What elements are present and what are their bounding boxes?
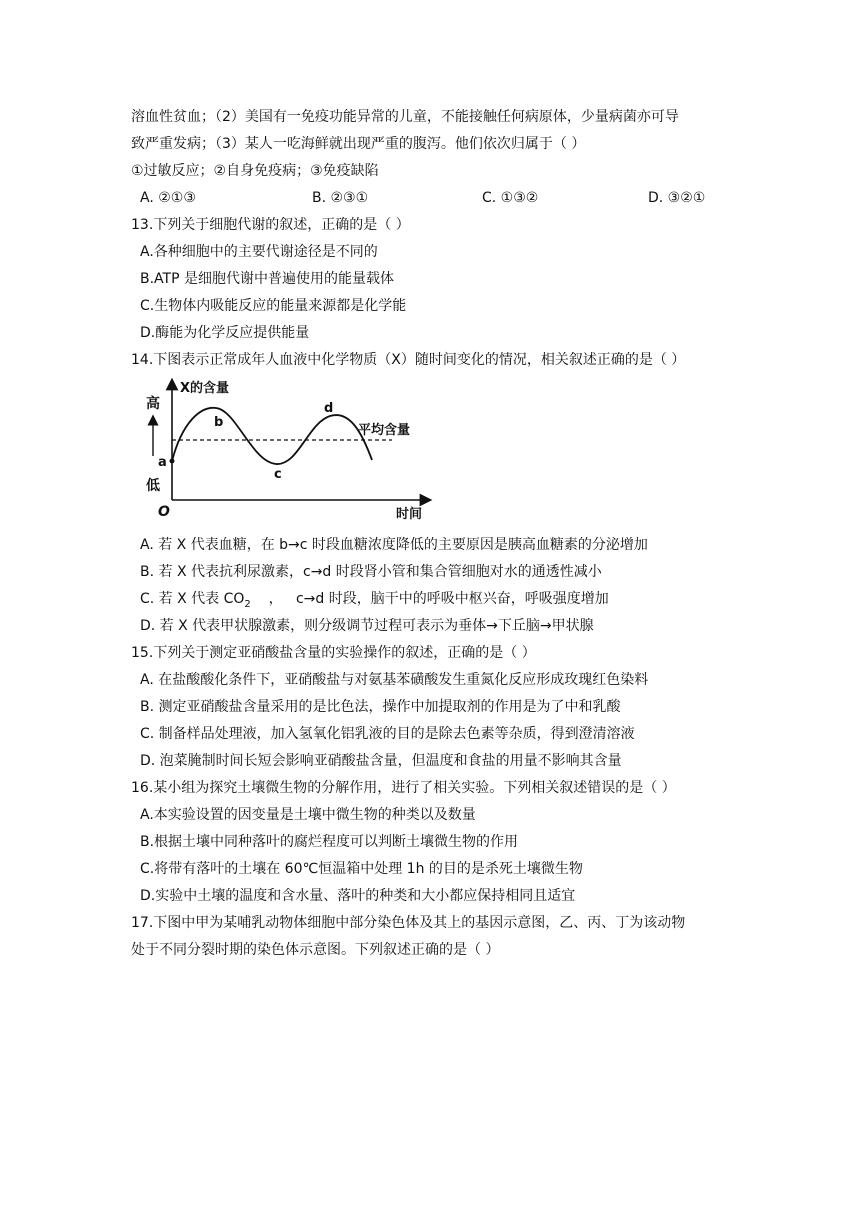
q14-option-b[interactable]: B. 若 X 代表抗利尿激素，c→d 时段肾小管和集合管细胞对水的通透性减小 (140, 564, 602, 580)
q14-option-c-post: ， c→d 时段，脑干中的呼吸中枢兴奋，呼吸强度增加 (250, 591, 609, 607)
q13-stem: 13.下列关于细胞代谢的叙述，正确的是（ ） (131, 217, 410, 233)
q17-text-line-1: 17.下图中甲为某哺乳动物体细胞中部分染色体及其上的基因示意图，乙、丙、丁为该动物 (131, 915, 686, 931)
q15-option-b[interactable]: B. 测定亚硝酸盐含量采用的是比色法，操作中加提取剂的作用是为了中和乳酸 (140, 699, 621, 715)
q13-option-d[interactable]: D.酶能为化学反应提供能量 (140, 325, 310, 341)
q12-option-c[interactable]: C. ①③② (482, 190, 539, 206)
q13-option-b[interactable]: B.ATP 是细胞代谢中普遍使用的能量载体 (140, 271, 394, 287)
q14-option-c[interactable] (140, 589, 609, 615)
point-b-label: b (214, 415, 224, 430)
q12-option-d[interactable]: D. ③②① (648, 190, 706, 206)
q15-stem: 15.下列关于测定亚硝酸盐含量的实验操作的叙述，正确的是（ ） (131, 645, 536, 661)
y-title: X的含量 (180, 381, 230, 396)
q17-text-line-2: 处于不同分裂时期的染色体示意图。下列叙述正确的是（ ） (131, 942, 500, 958)
q13-option-c[interactable]: C.生物体内吸能反应的能量来源都是化学能 (140, 298, 407, 314)
q15-option-d[interactable]: D. 泡菜腌制时间长短会影响亚硝酸盐含量，但温度和食盐的用量不影响其含量 (140, 753, 622, 769)
q14-option-d[interactable]: D. 若 X 代表甲状腺激素，则分级调节过程可表示为垂体→下丘脑→甲状腺 (140, 618, 594, 634)
point-c-label: c (274, 467, 282, 482)
origin-label: O (158, 504, 170, 520)
q14-option-a[interactable]: A. 若 X 代表血糖，在 b→c 时段血糖浓度降低的主要原因是胰高血糖素的分泌增加 (140, 537, 648, 553)
q12-option-b[interactable]: B. ②③① (312, 190, 369, 206)
q12-text-line-1: 溶血性贫血；（2）美国有一免疫功能异常的儿童，不能接触任何病原体，少量病菌亦可导 (131, 109, 679, 125)
q16-option-b[interactable]: B.根据土壤中同种落叶的腐烂程度可以判断土壤微生物的作用 (140, 834, 519, 850)
x-content-curve (172, 408, 372, 464)
q16-stem: 16.某小组为探究土壤微生物的分解作用，进行了相关实验。下列相关叙述错误的是（ ） (131, 780, 676, 796)
q16-option-d[interactable]: D.实验中土壤的温度和含水量、落叶的种类和大小都应保持相同且适宜 (140, 888, 576, 904)
q15-option-a[interactable]: A. 在盐酸酸化条件下，亚硝酸盐与对氨基苯磺酸发生重氮化反应形成玫瑰红色染料 (140, 672, 649, 688)
q14-option-c-pre: C. 若 X 代表 CO (140, 591, 245, 607)
q14-stem: 14.下图表示正常成年人血液中化学物质（X）随时间变化的情况，相关叙述正确的是（ ） (131, 352, 686, 368)
q16-option-a[interactable]: A.本实验设置的因变量是土壤中微生物的种类以及数量 (140, 807, 476, 823)
point-a (170, 459, 175, 464)
q12-text-line-2: 致严重发病；（3）某人一吃海鲜就出现严重的腹泻。他们依次归属于（ ） (131, 136, 586, 152)
q12-categories: ①过敏反应；②自身免疫病；③免疫缺陷 (131, 163, 379, 179)
y-low-label: 低 (146, 478, 160, 494)
q13-option-a[interactable]: A.各种细胞中的主要代谢途径是不同的 (140, 244, 378, 260)
average-label: 平均含量 (358, 423, 411, 438)
q14-figure (140, 378, 440, 528)
q12-option-a[interactable]: A. ②①③ (140, 190, 196, 206)
point-a-label: a (158, 455, 167, 470)
point-d-label: d (324, 401, 334, 416)
x-title: 时间 (396, 507, 423, 522)
q16-option-c[interactable]: C.将带有落叶的土壤在 60℃恒温箱中处理 1h 的目的是杀死土壤微生物 (140, 861, 583, 877)
q15-option-c[interactable]: C. 制备样品处理液，加入氢氧化铝乳液的目的是除去色素等杂质，得到澄清溶液 (140, 726, 635, 742)
y-high-label: 高 (146, 396, 160, 412)
q14-option-c-sub: 2 (244, 598, 251, 610)
